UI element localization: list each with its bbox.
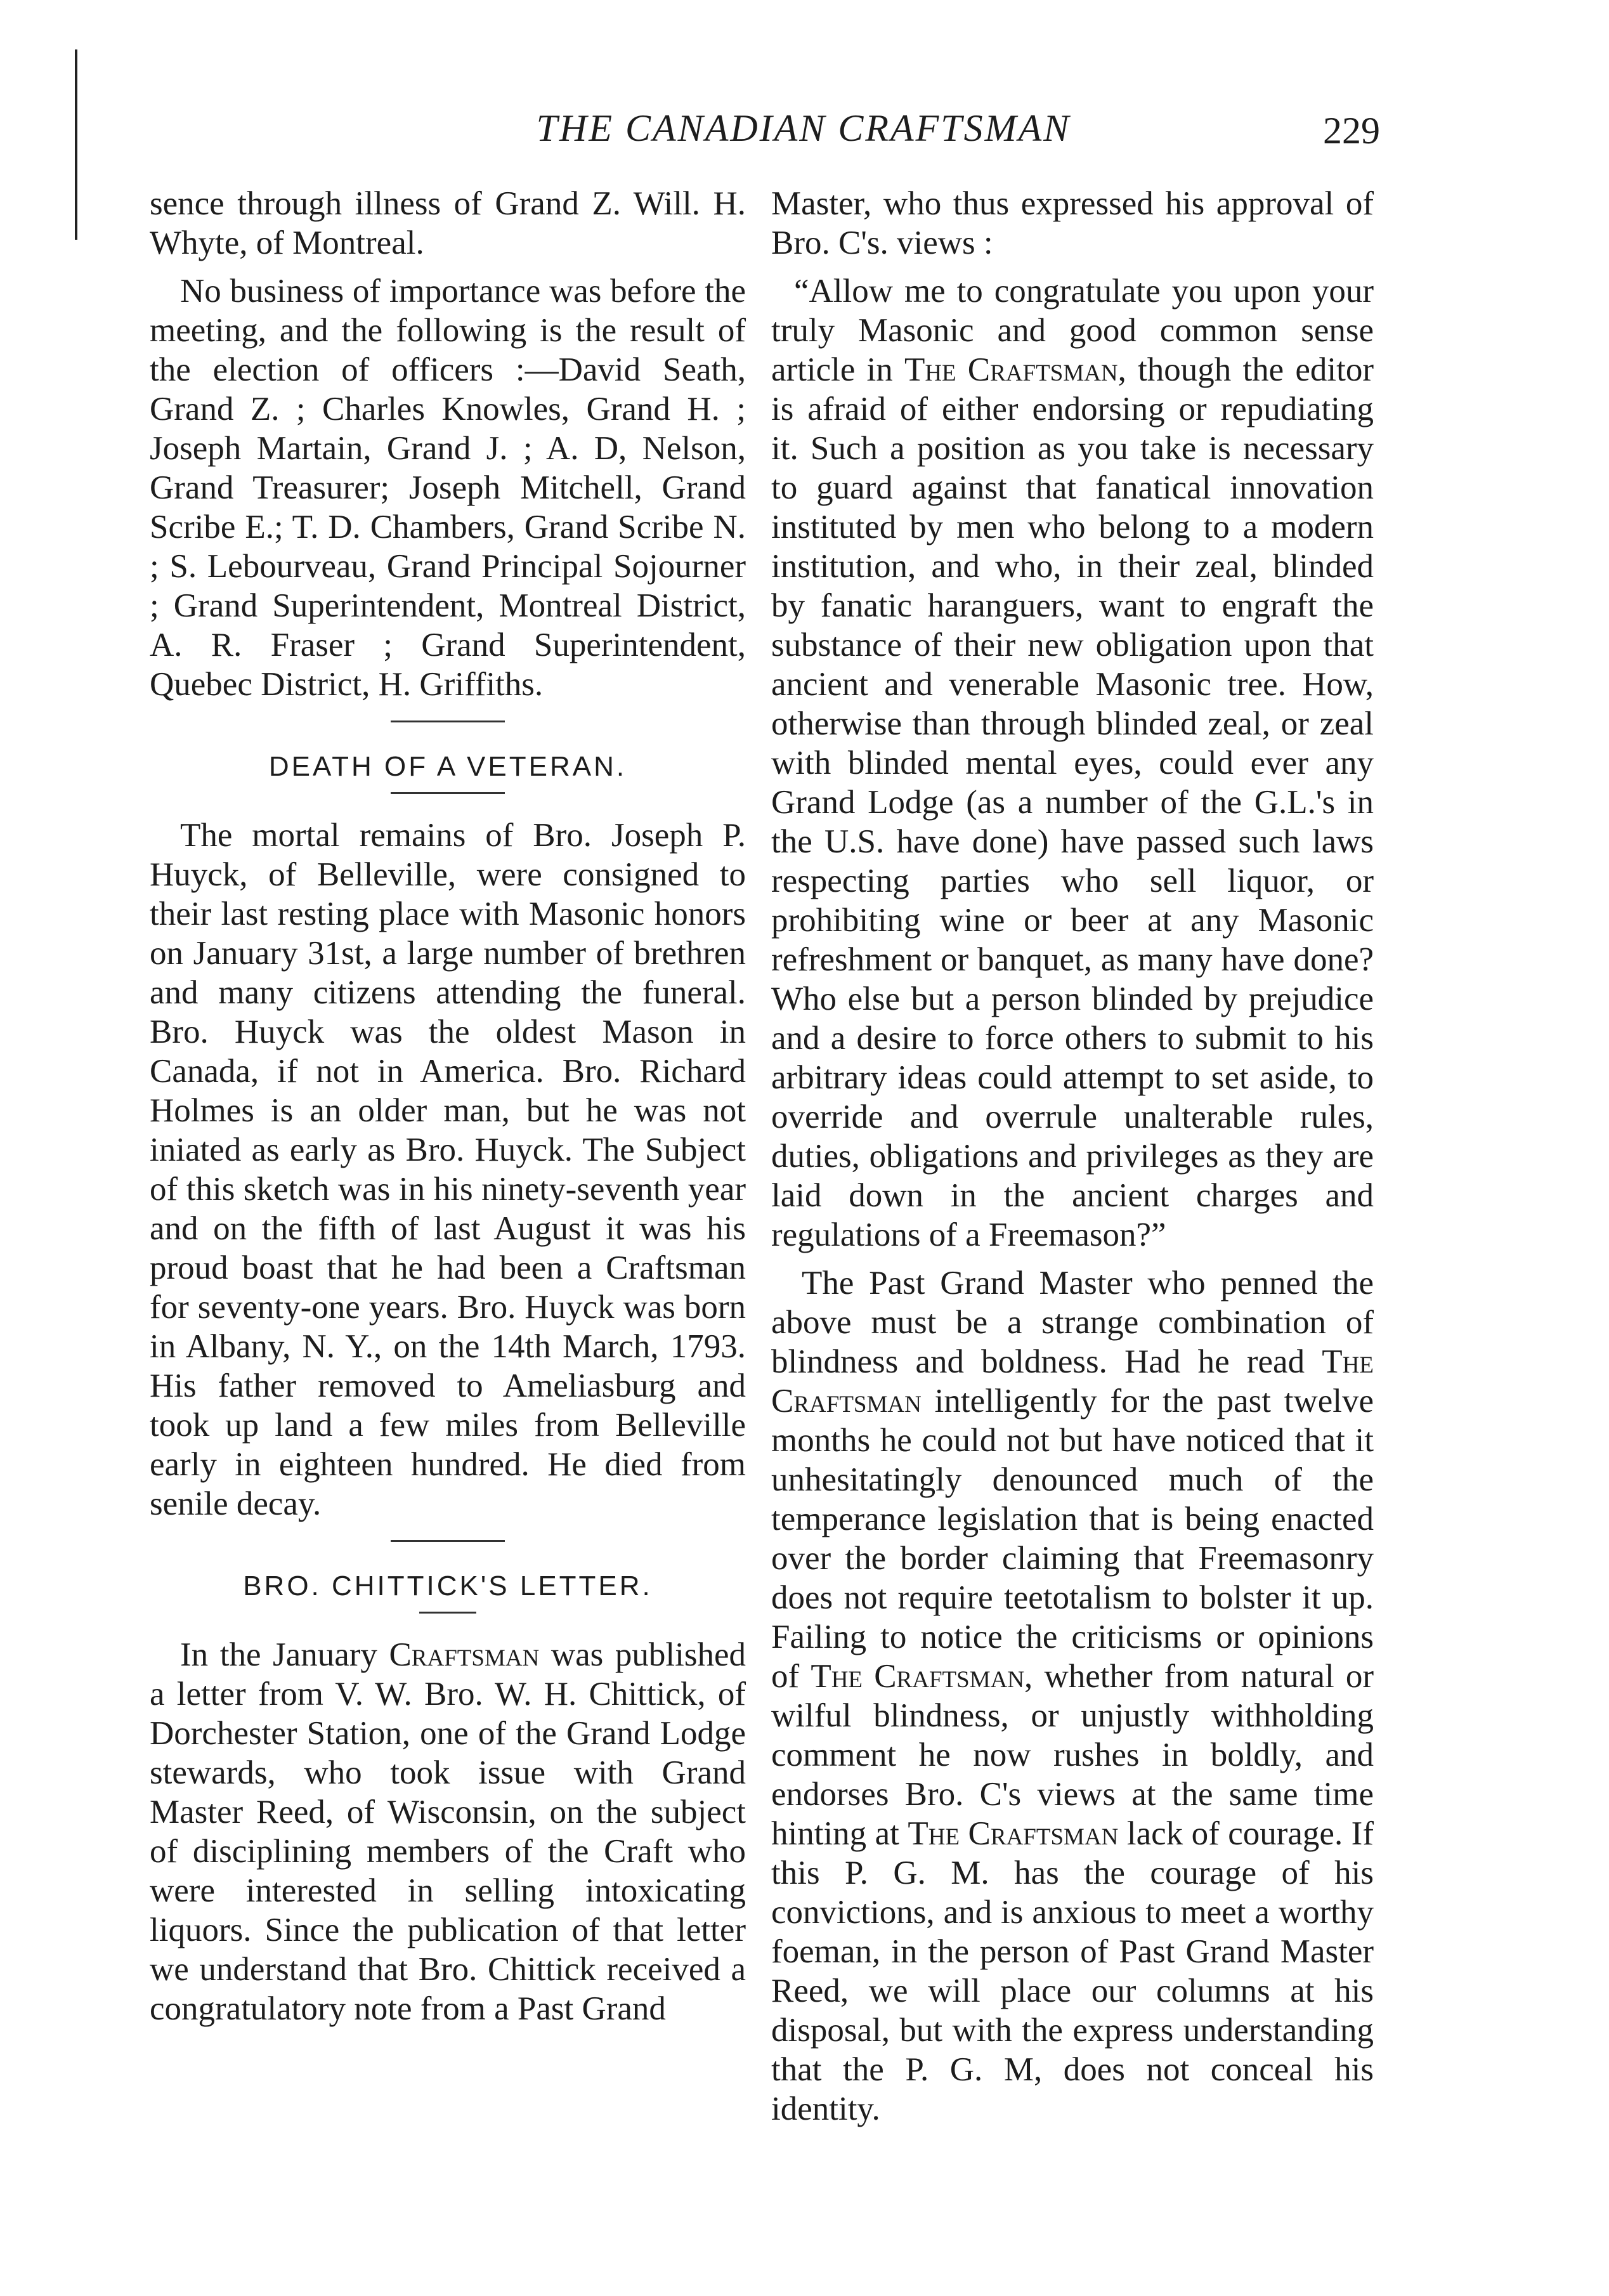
section-heading: DEATH OF A VETERAN. xyxy=(268,751,627,782)
text-run: lack of courage. If this P. G. M. has the courage of his convictions, and is anxious to meet a worthy foeman, in the person of Past Grand Master Reed, we will place our columns at his disposal, but with the express understanding that the P. G. M, does not conceal his identity. xyxy=(771,1815,1374,2127)
text-run: , though the editor is afraid of either endorsing or repudiating it. Such a position as you take is necessary to guard against that fanatical innovation instituted by men who belong to a modern institution, and who, in their zeal, blinded by fanatic haranguers, want to engraft the substance of their new obligation upon that ancient and venerable Masonic tree. How, otherwise than through blinded zeal, or zeal with blinded mental eyes, could ever any Grand Lodge (as a number of the G.L.'s in the U.S. have done) have passed such laws respecting parties who sell liquor, or prohibiting wine or beer at any Masonic refreshment or banquet, as many have done? Who else but a person blinded by prejudice and a desire to force others to submit to his arbitrary ideas could attempt to set aside, to override and overrule unalterable rules, duties, obligations and privileges as they are laid down in the ancient charges and regulations of a Freemason?” xyxy=(771,351,1374,1253)
section-heading: BRO. CHITTICK'S LETTER. xyxy=(243,1570,653,1601)
small-caps-run: The Craftsman xyxy=(908,1815,1119,1852)
text-run: In the January xyxy=(180,1636,389,1673)
paragraph xyxy=(150,1635,746,2028)
quoted-letter xyxy=(771,271,1374,1255)
small-caps-run: Craftsman xyxy=(389,1636,540,1673)
paragraph: sence through illness of Grand Z. Will. H. Whyte, of Montreal. xyxy=(150,185,746,261)
small-caps-run: The Craftsman xyxy=(811,1658,1025,1695)
section-rule xyxy=(419,1612,476,1614)
small-caps-run: The Craftsman xyxy=(904,351,1118,388)
section-rule xyxy=(391,721,505,722)
text-run: intelligently for the past twelve months he could not but have noticed that it unhesitatingly denounced much of the temperance legislation that is being enacted over the border claiming that Freemasonry does not require teetotalism to bolster it up. Failing to notice the criticisms or opinions of xyxy=(771,1383,1374,1695)
text-run: The Past Grand Master who penned the above must be a strange combination of blindness and boldness. Had he read xyxy=(771,1265,1374,1380)
page-number: 229 xyxy=(1323,110,1380,152)
text-run: , whether from natural or wilful blindness, or unjustly withholding comment he now rushes in boldly, and endorses Bro. C's views at the same time hinting at xyxy=(771,1658,1374,1852)
paragraph xyxy=(771,1263,1374,2129)
paragraph xyxy=(771,271,1374,1255)
page-header xyxy=(0,107,1609,164)
section-rule xyxy=(391,792,505,794)
right-column xyxy=(771,184,1374,2137)
small-caps-run: The Craftsman xyxy=(771,1343,1374,1419)
text-run: “Allow me to congratulate you upon your truly Masonic and good common sense article in xyxy=(771,273,1374,388)
running-title: THE CANADIAN CRAFTSMAN xyxy=(536,107,1071,149)
paragraph: No business of importance was before the meeting, and the following is the result of the election of officers :—David Seath, Grand Z. ; Charles Knowles, Grand H. ; Joseph Martain, Grand J. ; A. D, Nelson, Grand Treasurer; Joseph Mitchell, Grand Scribe E.; T. D. Chambers, Grand Scribe N. ; S. Lebourveau, Grand Principal Sojourner ; Grand Superintendent, Montreal District, A. R. Fraser ; Grand Superintendent, Quebec District, H. Griffiths. xyxy=(150,273,746,703)
paragraph: Master, who thus expressed his approval of Bro. C's. views : xyxy=(771,185,1374,261)
left-column xyxy=(150,184,746,2037)
text-run: was published a letter from V. W. Bro. W. H. Chittick, of Dorchester Station, one of the Grand Lodge stewards, who took issue with Grand Master Reed, of Wisconsin, on the subject of disciplining members of the Craft who were interested in selling intoxicating liquors. Since the publication of that letter we understand that Bro. Chittick received a congratulatory note from a Past Grand xyxy=(150,1636,746,2027)
paragraph: The mortal remains of Bro. Joseph P. Huyck, of Belleville, were consigned to their last resting place with Masonic honors on January 31st, a large number of brethren and many citizens attending the funeral. Bro. Huyck was the oldest Mason in Canada, if not in America. Bro. Richard Holmes is an older man, but he was not iniated as early as Bro. Huyck. The Subject of this sketch was in his ninety-seventh year and on the fifth of last August it was his proud boast that he had been a Craftsman for seventy-one years. Bro. Huyck was born in Albany, N. Y., on the 14th March, 1793. His father removed to Ameliasburg and took up land a few miles from Belleville early in eighteen hundred. He died from senile decay. xyxy=(150,817,746,1522)
section-rule xyxy=(391,1540,505,1542)
